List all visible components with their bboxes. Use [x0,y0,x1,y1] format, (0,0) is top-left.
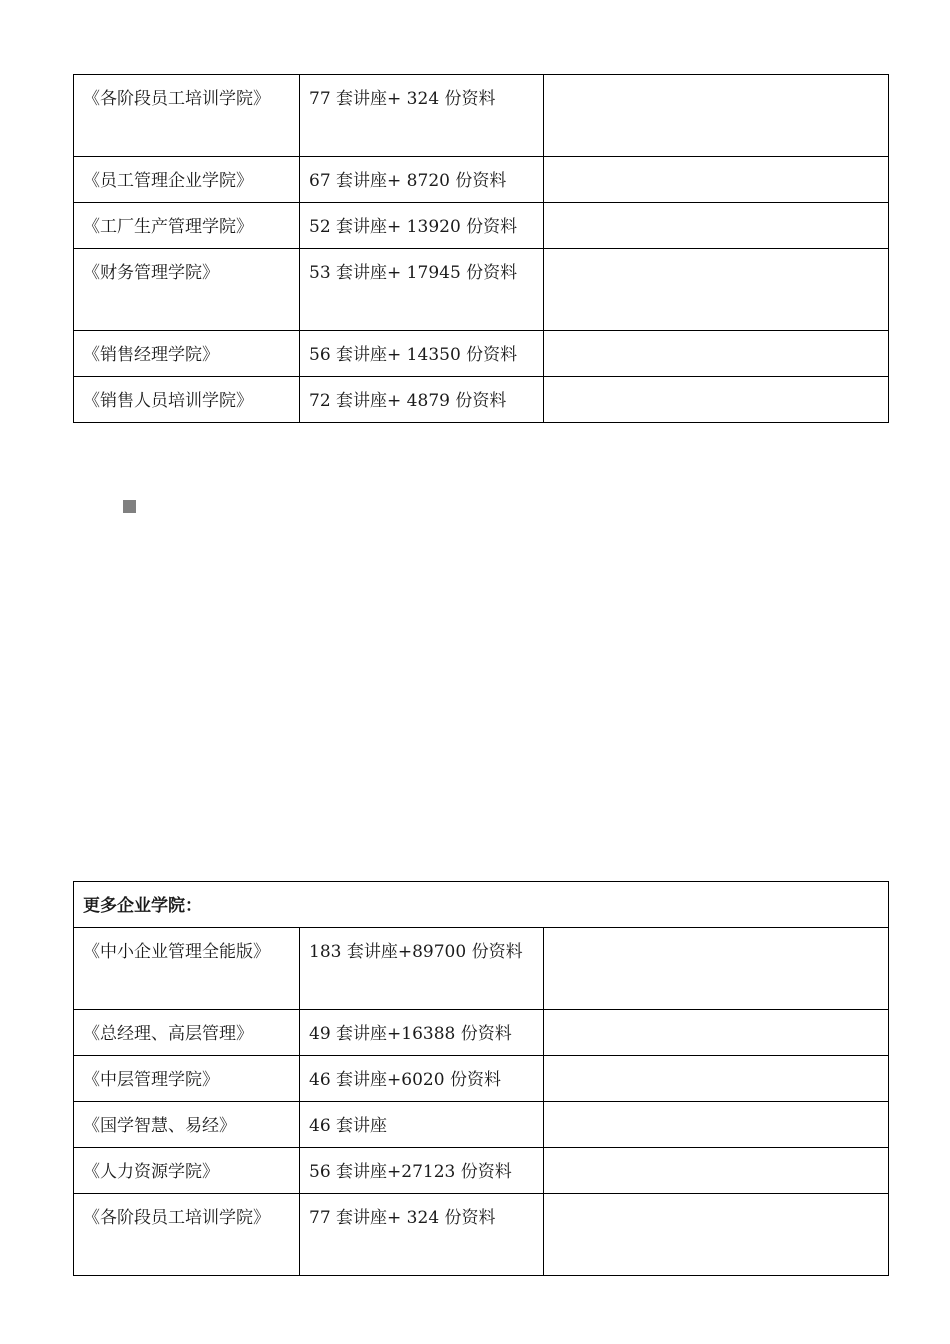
course-content-cell: 77 套讲座+ 324 份资料 [300,75,544,157]
course-content-cell: 77 套讲座+ 324 份资料 [300,1194,544,1276]
table-header-row [74,882,889,928]
table-row [74,377,889,423]
course-extra-cell [544,1056,889,1102]
course-extra-cell [544,1010,889,1056]
course-content-cell: 72 套讲座+ 4879 份资料 [300,377,544,423]
table-row [74,75,889,157]
course-extra-cell [544,75,889,157]
course-extra-cell [544,157,889,203]
table-row [74,1102,889,1148]
course-name-cell: 《国学智慧、易经》 [74,1102,300,1148]
course-content-cell: 46 套讲座+6020 份资料 [300,1056,544,1102]
course-content-cell: 67 套讲座+ 8720 份资料 [300,157,544,203]
course-content-cell: 56 套讲座+ 14350 份资料 [300,331,544,377]
square-bullet-icon [123,500,136,513]
table-row [74,249,889,331]
course-name-cell: 《各阶段员工培训学院》 [74,75,300,157]
top-course-table [73,74,889,423]
table-row [74,928,889,1010]
course-extra-cell [544,1194,889,1276]
course-extra-cell [544,377,889,423]
course-content-cell: 56 套讲座+27123 份资料 [300,1148,544,1194]
course-name-cell: 《员工管理企业学院》 [74,157,300,203]
course-name-cell: 《财务管理学院》 [74,249,300,331]
course-extra-cell [544,928,889,1010]
course-content-cell: 46 套讲座 [300,1102,544,1148]
course-name-cell: 《中层管理学院》 [74,1056,300,1102]
table-row [74,1010,889,1056]
course-name-cell: 《工厂生产管理学院》 [74,203,300,249]
course-extra-cell [544,1148,889,1194]
table-row [74,331,889,377]
table-row [74,157,889,203]
course-name-cell: 《销售人员培训学院》 [74,377,300,423]
more-academies-heading: 更多企业学院： [74,882,889,928]
table-row [74,1194,889,1276]
course-name-cell: 《销售经理学院》 [74,331,300,377]
course-content-cell: 49 套讲座+16388 份资料 [300,1010,544,1056]
table-row [74,203,889,249]
course-name-cell: 《人力资源学院》 [74,1148,300,1194]
more-academies-table [73,881,889,1276]
course-name-cell: 《中小企业管理全能版》 [74,928,300,1010]
course-extra-cell [544,331,889,377]
course-extra-cell [544,1102,889,1148]
course-name-cell: 《各阶段员工培训学院》 [74,1194,300,1276]
course-content-cell: 52 套讲座+ 13920 份资料 [300,203,544,249]
table-row [74,1056,889,1102]
course-content-cell: 53 套讲座+ 17945 份资料 [300,249,544,331]
course-content-cell: 183 套讲座+89700 份资料 [300,928,544,1010]
table-row [74,1148,889,1194]
course-name-cell: 《总经理、高层管理》 [74,1010,300,1056]
course-extra-cell [544,249,889,331]
course-extra-cell [544,203,889,249]
